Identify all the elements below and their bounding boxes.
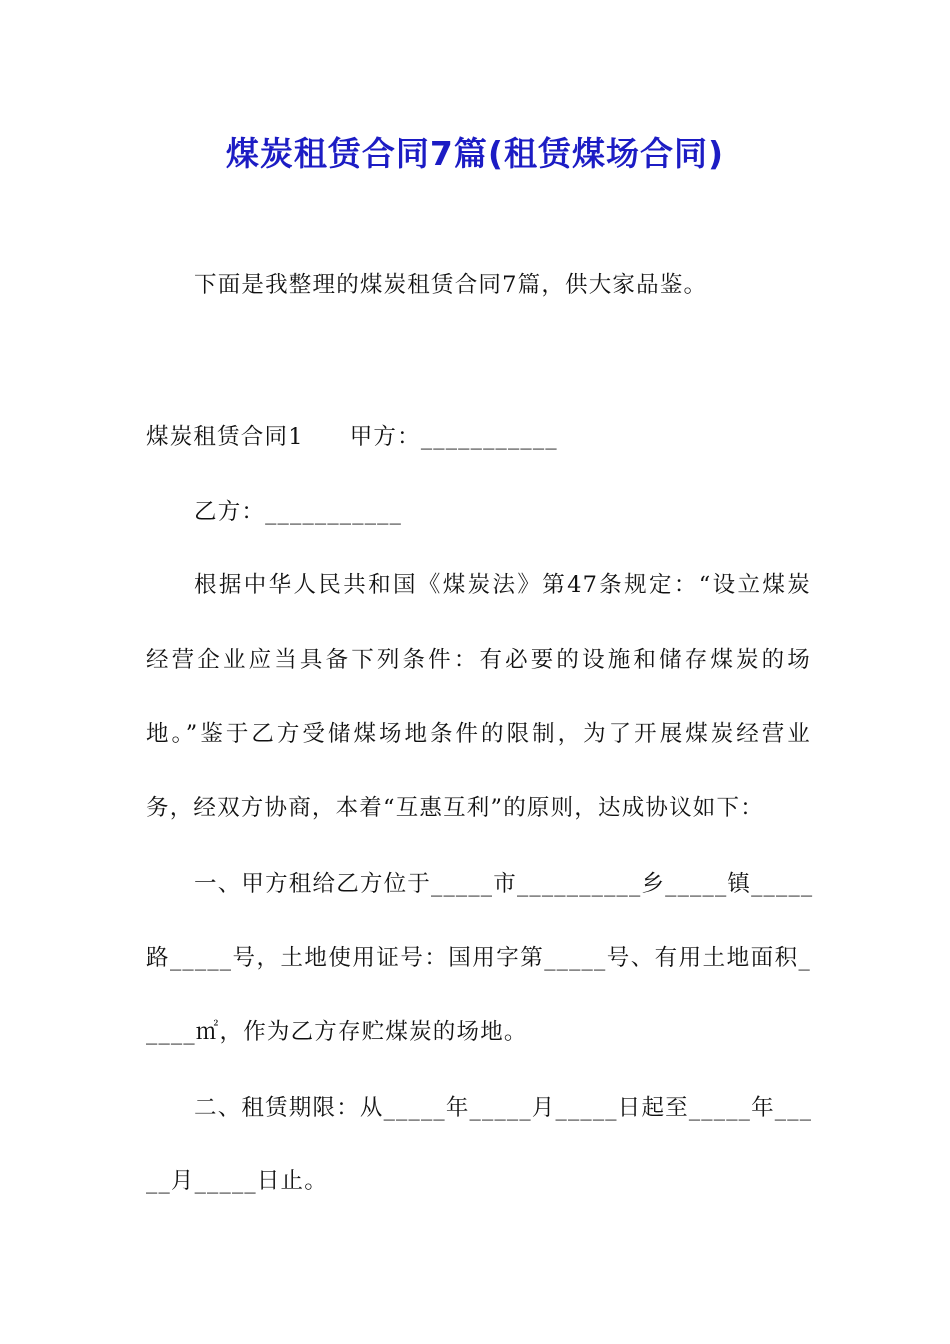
clause-line: 二、租赁期限：从_____年_____月_____日起至_____年___ [194, 1095, 813, 1121]
contract-heading-line [146, 422, 811, 452]
paragraph-line: 地。”鉴于乙方受储煤场地条件的限制，为了开展煤炭经营业 [146, 721, 811, 747]
document-title: 煤炭租赁合同7篇(租赁煤场合同) [225, 134, 725, 173]
paragraph-line: 务，经双方协商，本着“互惠互利”的原则，达成协议如下： [146, 795, 764, 821]
intro-text: 下面是我整理的煤炭租赁合同7篇，供大家品鉴。 [194, 272, 708, 298]
paragraph-line: 根据中华人民共和国《煤炭法》第47条规定：“设立煤炭 [194, 572, 811, 598]
party-b-field: 乙方：___________ [194, 499, 403, 525]
clause-line: ____㎡，作为乙方存贮煤炭的场地。 [146, 1019, 528, 1045]
clause-line: 一、甲方租给乙方位于_____市__________乡_____镇_____ [194, 871, 814, 897]
clause-line: __月_____日止。 [146, 1168, 328, 1194]
party-a-field: 甲方：___________ [349, 424, 558, 450]
paragraph-line: 经营企业应当具备下列条件：有必要的设施和储存煤炭的场 [146, 647, 811, 673]
contract-heading: 煤炭租赁合同1 [146, 424, 304, 450]
clause-line: 路_____号，土地使用证号：国用字第_____号、有用土地面积_ [146, 945, 811, 971]
